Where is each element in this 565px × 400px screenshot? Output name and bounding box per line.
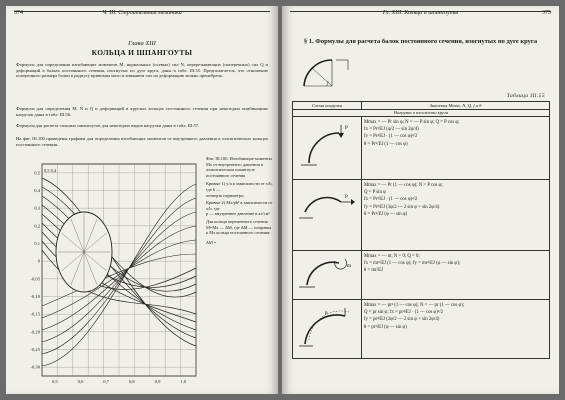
formula-table — [292, 101, 550, 359]
load-scheme-cell — [293, 300, 362, 359]
column-header: Схема нагрузки — [293, 102, 362, 110]
formula-line: Mmax = — pr² (1 — cos φ); N = — pr (1 — cos φ); — [364, 303, 465, 308]
paragraph: Формулы для определения M, N и Q и деформаций в круглых кольцах постоянного сечения при некоторых комбинациях нагрузок даны в табл. III.56. — [16, 106, 268, 117]
y-tick-label: -0,10 — [30, 294, 40, 299]
right-running-header — [290, 10, 551, 16]
section-title: § 1. Формулы для расчета балок постоянного сечения, изогнутых по дуге круга — [303, 38, 538, 45]
right-page — [282, 6, 559, 394]
table-row — [293, 300, 550, 359]
formula-line: Mmax = — Pr (1 — cos φ); N = P cos φ; — [364, 183, 443, 188]
formula-line: θ = Pr²/EJ (φ — sin φ) — [364, 211, 408, 217]
arc-key-diagram — [296, 54, 356, 92]
left-running-head: Ч. III. Строительная механика — [102, 10, 182, 16]
chart-note: 0,5 0,4 — [44, 168, 57, 173]
caption-line: Кривые 1) y/a в зависимости от x/b, где b — — [206, 181, 273, 192]
formula-line: Q = pr sin φ; fx = pr⁴/EJ · (1 — cos φ)²/2 — [364, 310, 444, 316]
y-tick-label: -0,20 — [30, 329, 40, 335]
y-tick-label: 0,4 — [34, 188, 40, 193]
x-tick-label: 0,5 — [51, 379, 58, 384]
right-running-head: Гл. XIII. Кольца и шпангоуты — [382, 10, 459, 16]
formula-cell — [362, 117, 550, 180]
y-tick-label: 0,5 — [34, 170, 40, 176]
formula-line: fy = pr⁴/EJ (3φ/2 — 2 sin φ + sin 2φ/4) — [364, 317, 440, 323]
load-scheme-cell — [293, 251, 362, 300]
y-tick-label: 0,1 — [34, 241, 40, 246]
right-page-number: 375 — [542, 10, 551, 16]
formula-line: fy = Pr³/EJ (3φ/2 — 2 sin φ + sin 2φ/4) — [364, 204, 440, 210]
svg-text:m: m — [347, 264, 351, 269]
table-row — [293, 180, 550, 251]
formula-line: fx = Pr³/EJ · (1 — cos φ)²/2 — [364, 197, 418, 203]
arc-moment-load-diagram — [295, 253, 355, 293]
y-tick-label: -0,05 — [30, 276, 40, 282]
formula-line: fx = Pr³/EJ (φ/2 — sin 2φ/4) — [364, 127, 419, 133]
table-header-row — [293, 102, 550, 110]
arc-point-load-diagram — [295, 119, 355, 171]
y-tick-label: -0,25 — [30, 347, 40, 352]
formula-cell — [362, 300, 550, 359]
table-row — [293, 117, 550, 180]
x-tick-label: 1,0 — [180, 379, 187, 384]
x-tick-label: 0,9 — [154, 379, 161, 384]
x-tick-label: 0,7 — [103, 379, 110, 384]
formula-cell — [362, 251, 550, 300]
x-tick-label: 0,6 — [77, 379, 84, 384]
chapter-label: Глава XIII — [128, 40, 156, 47]
table-row — [293, 251, 550, 300]
load-scheme-cell — [293, 180, 362, 251]
table-subheader-row — [293, 110, 550, 117]
y-tick-label: -0,15 — [30, 311, 40, 317]
formula-line: Mmax = — m; N = 0; Q = 0; — [364, 254, 420, 259]
y-tick-label: 0 — [37, 258, 40, 264]
paragraph: Формулы для расчета сильных шпангоутов для некоторых видов нагрузки даны в табл. III.57. — [16, 123, 200, 128]
left-page-number: 374 — [14, 10, 23, 16]
elliptic-ring-chart — [14, 154, 204, 384]
y-tick-label: 0,2 — [34, 223, 40, 229]
caption-line: Для кольца переменного сечения M=Mx — ΔM, где ΔM — поправка к Mx кольца постоянного сечения: — [206, 218, 272, 236]
figure-caption — [206, 156, 274, 245]
caption-line: ΔM = — [206, 239, 217, 245]
caption-line: четверть периметра; — [206, 192, 245, 198]
arc-horizontal-load-diagram — [295, 182, 355, 240]
formula-line: θ = pr³/EJ (φ — sin φ) — [364, 324, 407, 330]
formula-line: fy = Pr³/EJ · (1 — cos φ)²/2 — [364, 134, 418, 140]
subheader: Нагрузка в плоскости круга — [293, 110, 550, 117]
formula-line: Mmax = — Pr sin φ; N = — P sin φ; Q = P cos φ; — [364, 120, 460, 125]
caption-line: p — внутреннее давление в кг/см² — [206, 211, 270, 217]
arc-distributed-load-diagram — [295, 302, 355, 352]
chapter-heading: КОЛЬЦА И ШПАНГОУТЫ — [91, 48, 193, 57]
caption-line: Кривые 2) Mx/pb² в зависимости от x/b, где — [206, 200, 273, 211]
svg-text:p: p — [325, 311, 328, 316]
formula-line: Q = P sin φ — [364, 190, 386, 196]
formula-line: θ = mr/EJ — [364, 268, 383, 274]
column-header: Значения Mmax, N, Q, f и θ — [362, 102, 550, 110]
left-page — [6, 6, 278, 394]
y-tick-label: -0,30 — [30, 364, 40, 370]
formula-line: fx = mr²/EJ (1 — cos φ); fy = mr²/EJ (φ — sin φ); — [364, 261, 461, 267]
x-tick-label: 0,8 — [128, 379, 135, 384]
paragraph: На фиг. III.100 приведены графики для определения изгибающих моментов от внутреннего давления в эллиптических кольцах постоянного сечения. — [16, 136, 268, 147]
y-tick-label: 0,3 — [34, 205, 40, 211]
paragraph: Формулы для определения изгибающих моментов M, нормальных (осевых) сил N, перерезывающих (поперечных) сил Q и деформаций в балках постоянного сечения, изогнутых по дуге круга, даны в табл. III.55. Предполагается, что отношение поперечного размера балки к радиусу кривизны мало и влиянием сил на деформацию можно пренебречь. — [16, 62, 268, 79]
caption-line: Фиг. III.100. Изгибающие моменты Mx от внутреннего давления в эллиптическом шпангоуте постоянного сечения — [206, 156, 272, 178]
load-scheme-cell — [293, 117, 362, 180]
svg-text:P: P — [345, 195, 348, 200]
formula-cell — [362, 180, 550, 251]
table-title: Таблица III.55 — [506, 93, 545, 99]
formula-line: θ = Pr²/EJ (1 — cos φ) — [364, 141, 408, 147]
svg-text:P: P — [345, 126, 348, 131]
left-running-header — [14, 10, 270, 16]
